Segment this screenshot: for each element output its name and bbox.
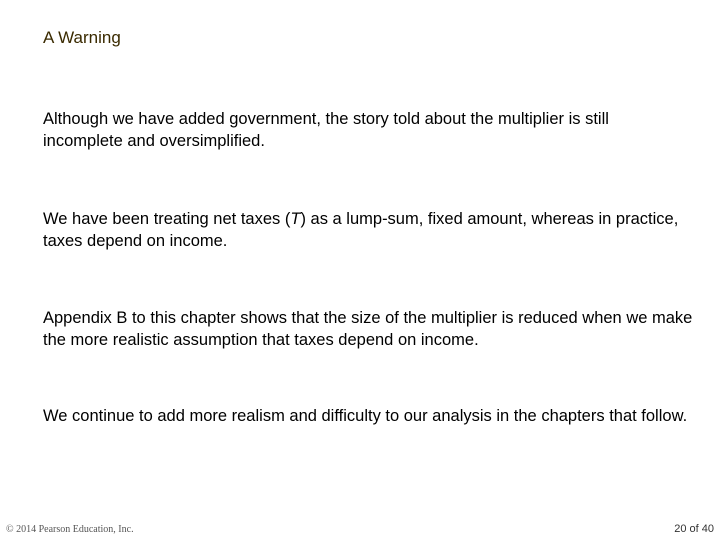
paragraph-lump-sum-taxes bbox=[43, 208, 693, 252]
slide-title: A Warning bbox=[43, 28, 121, 47]
paragraph-text-before: We have been treating net taxes ( bbox=[43, 210, 291, 228]
paragraph-incomplete-story: Although we have added government, the story told about the multiplier is still incomplete and oversimplified. bbox=[43, 110, 609, 150]
paragraph-text-after: ) as a lump-sum, fixed amount, whereas in practice, taxes depend on income. bbox=[43, 210, 679, 250]
variable-t: T bbox=[290, 210, 301, 228]
paragraph-appendix-b: Appendix B to this chapter shows that the size of the multiplier is reduced when we make the more realistic assumption that taxes depend on income. bbox=[43, 309, 693, 349]
copyright-notice: © 2014 Pearson Education, Inc. bbox=[6, 524, 134, 535]
page-indicator: 20 of 40 bbox=[674, 523, 714, 535]
paragraph-more-realism: We continue to add more realism and difficulty to our analysis in the chapters that follow. bbox=[43, 407, 688, 425]
